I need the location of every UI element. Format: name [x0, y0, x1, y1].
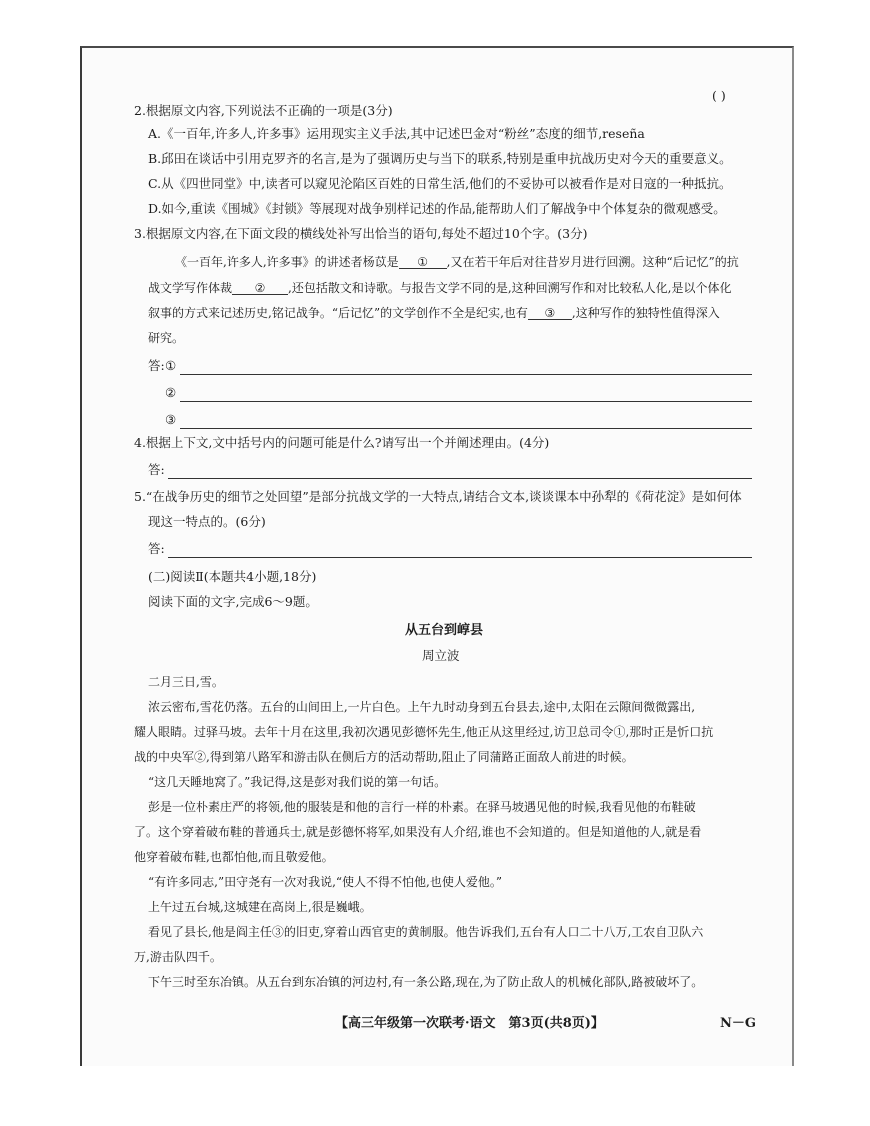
page-footer: 【高三年级第一次联考·语文 第3页(共8页)】 — [335, 1016, 604, 1031]
q2-option-c: C.从《四世同堂》中,读者可以窥见沦陷区百姓的日常生活,他们的不妥协可以被看作是对日寇的一种抵抗。 — [148, 176, 732, 191]
q3-answer-line-2[interactable] — [180, 401, 752, 402]
q5-stem-line-1: 5.“在战争历史的细节之处回望”是部分抗战文学的一大特点,请结合文本,谈谈课本中孙犁的《荷花淀》是如何体 — [134, 489, 742, 504]
q3-answer-line-3[interactable] — [180, 428, 752, 429]
passage-line: 耀人眼睛。过驿马坡。去年十月在这里,我初次遇见彭德怀先生,他正从这里经过,访卫总司令①,那时正是忻口抗 — [134, 725, 714, 739]
q5-stem-line-2: 现这一特点的。(6分) — [148, 514, 266, 529]
q3-answer-line-1[interactable] — [180, 374, 752, 375]
q3-text: ,又在若干年后对往昔岁月进行回溯。这种“后记忆”的抗 — [446, 255, 739, 269]
q3-blank-3[interactable]: ③ — [528, 307, 572, 320]
q3-text: 战文学写作体裁 — [148, 281, 233, 295]
q4-answer-line[interactable] — [168, 478, 752, 479]
q2-option-a: A.《一百年,许多人,许多事》运用现实主义手法,其中记述巴金对“粉丝”态度的细节,reseña — [148, 126, 645, 141]
q3-answer-slot-2: ② — [165, 385, 177, 400]
q3-blank-1[interactable]: ① — [399, 256, 447, 269]
q3-answer-label: 答: — [148, 358, 165, 373]
passage-author: 周立波 — [422, 648, 460, 663]
passage-line: 下午三时至东冶镇。从五台到东冶镇的河边村,有一条公路,现在,为了防止敌人的机械化部队,路被破坏了。 — [148, 975, 704, 989]
q4-stem: 4.根据上下文,文中括号内的问题可能是什么?请写出一个并阐述理由。(4分) — [134, 435, 550, 450]
q5-answer-label: 答: — [148, 541, 165, 556]
q3-stem: 3.根据原文内容,在下面文段的横线处补写出恰当的语句,每处不超过10个字。(3分) — [134, 226, 588, 241]
passage-line: 浓云密布,雪花仍落。五台的山间田上,一片白色。上午九时动身到五台县去,途中,太阳在云隙间微微露出, — [148, 700, 696, 714]
q2-stem: 2.根据原文内容,下列说法不正确的一项是(3分) — [134, 103, 393, 118]
q4-answer-label: 答: — [148, 462, 165, 477]
q3-answer-slot-1: ① — [165, 358, 177, 373]
q3-paragraph-line-1 — [175, 256, 739, 269]
section-heading: (二)阅读Ⅱ(本题共4小题,18分) — [148, 569, 317, 584]
q3-blank-2[interactable]: ② — [232, 282, 288, 295]
passage-line: “有许多同志,”田守尧有一次对我说,“使人不得不怕他,也使人爱他。” — [148, 875, 502, 889]
passage-line: 万,游击队四千。 — [134, 950, 222, 964]
q3-paragraph-line-2 — [148, 282, 731, 295]
passage-line: 看见了县长,他是阎主任③的旧吏,穿着山西官吏的黄制服。他告诉我们,五台有人口二十八万,工农自卫队六 — [148, 925, 704, 939]
q3-answer-slot-3: ③ — [165, 412, 177, 427]
passage-line: “这几天睡地窝了。”我记得,这是彭对我们说的第一句话。 — [148, 775, 447, 789]
passage-line: 上午过五台城,这城建在高岗上,很是巍峨。 — [148, 900, 372, 914]
passage-line: 彭是一位朴素庄严的将领,他的服装是和他的言行一样的朴素。在驿马坡遇见他的时候,我看见他的布鞋破 — [148, 800, 696, 814]
section-instruction: 阅读下面的文字,完成6～9题。 — [148, 594, 318, 609]
q3-text: ,这种写作的独特性值得深入 — [571, 306, 720, 320]
passage-line: 了。这个穿着破布鞋的普通兵士,就是彭德怀将军,如果没有人介绍,谁也不会知道的。但是知道他的人,就是看 — [134, 825, 702, 839]
passage-line: 二月三日,雪。 — [148, 675, 224, 689]
passage-line: 战的中央军②,得到第八路军和游击队在侧后方的活动帮助,阻止了同蒲路正面敌人前进的时候。 — [134, 750, 634, 764]
q5-answer-line[interactable] — [168, 557, 752, 558]
corner-mark: ( ) — [712, 88, 726, 103]
q3-paragraph-line-3 — [148, 307, 720, 320]
passage-title: 从五台到崞县 — [405, 623, 484, 638]
page-code: N－G — [720, 1016, 756, 1031]
q3-text: ,还包括散文和诗歌。与报告文学不同的是,这种回溯写作和对比较私人化,是以个体化 — [288, 281, 732, 295]
passage-line: 他穿着破布鞋,也都怕他,而且敬爱他。 — [134, 850, 334, 864]
q2-option-d: D.如今,重读《围城》《封锁》等展现对战争别样记述的作品,能帮助人们了解战争中个体复杂的微观感受。 — [148, 201, 726, 216]
q2-option-b: B.邱田在谈话中引用克罗齐的名言,是为了强调历史与当下的联系,特别是重申抗战历史对今天的重要意义。 — [148, 151, 732, 166]
q3-paragraph-line-4: 研究。 — [148, 331, 185, 345]
q3-text: 《一百年,许多人,许多事》的讲述者杨苡是 — [175, 255, 399, 269]
q3-text: 叙事的方式来记述历史,铭记战争。“后记忆”的文学创作不全是纪实,也有 — [148, 306, 528, 320]
